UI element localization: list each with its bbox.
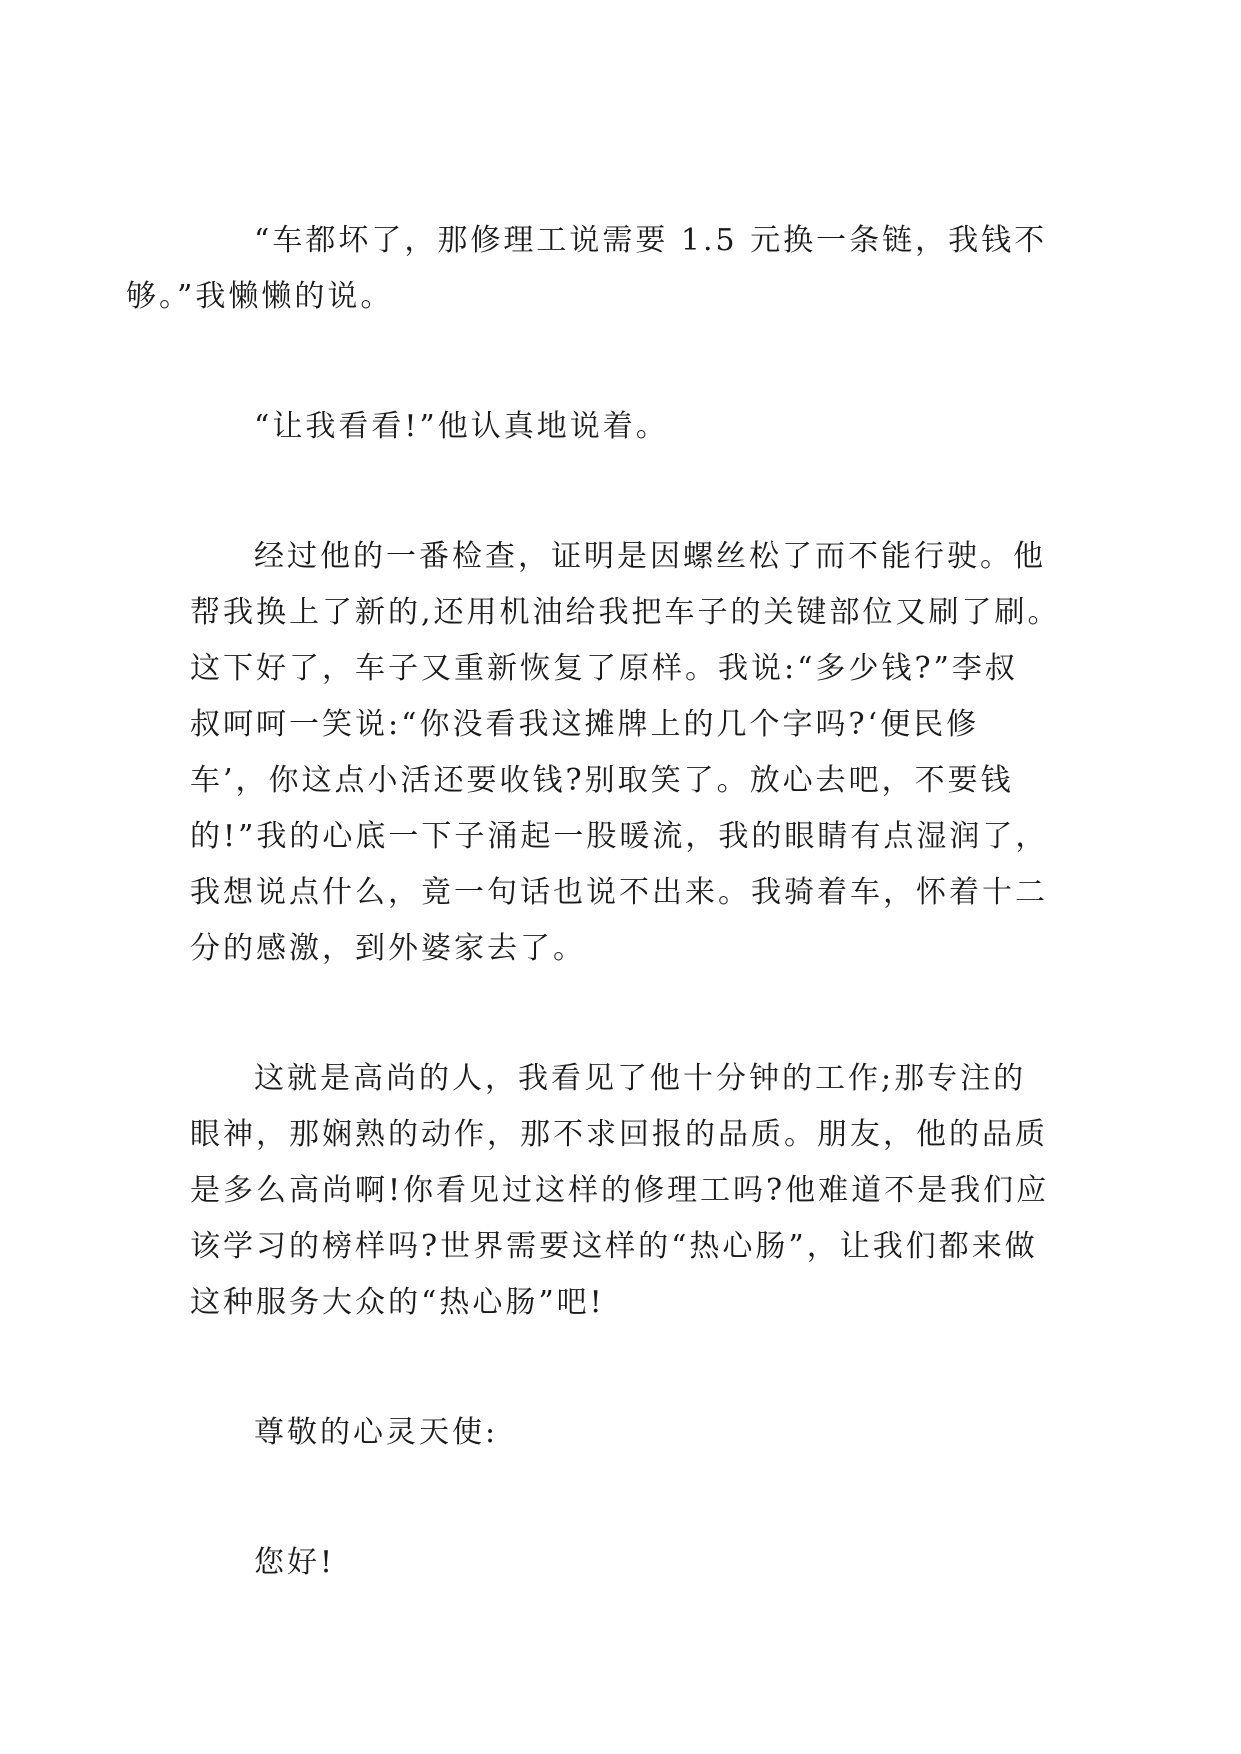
- paragraph-spacer: [190, 1331, 1050, 1405]
- text-line: 眼神，那娴熟的动作，那不求回报的品质。朋友，他的品质: [190, 1117, 1048, 1152]
- text-line: 您好!: [254, 1545, 336, 1580]
- text-line: 是多么高尚啊!你看见过这样的修理工吗?他难道不是我们应: [190, 1173, 1050, 1208]
- paragraph-6: [190, 1535, 1050, 1591]
- text-line: 够。”我懒懒的说。: [126, 279, 394, 314]
- text-line: 这下好了，车子又重新恢复了原样。我说:“多少钱?”李叔: [190, 651, 1018, 686]
- text-line: 该学习的榜样吗?世界需要这样的“热心肠”，让我们都来做: [190, 1229, 1038, 1264]
- text-line: 经过他的一番检查，证明是因螺丝松了而不能行驶。他: [254, 539, 1046, 574]
- paragraph-spacer: [190, 1461, 1050, 1535]
- text-line: 帮我换上了新的,还用机油给我把车子的关键部位又刷了刷。: [190, 595, 1061, 630]
- text-line: “让我看看!”他认真地说着。: [254, 409, 669, 444]
- text-line: 的!”我的心底一下子涌起一股暖流，我的眼睛有点湿润了，: [190, 819, 1049, 854]
- text-line: 这种服务大众的“热心肠”吧!: [190, 1285, 605, 1320]
- text-line: 车’，你这点小活还要收钱?别取笑了。放心去吧，不要钱: [190, 763, 1014, 798]
- document-body: [126, 213, 1061, 1591]
- paragraph-3: [190, 529, 1061, 977]
- paragraph-1: [126, 213, 1050, 325]
- text-line: “车都坏了，那修理工说需要 1.5 元换一条链，我钱不: [254, 223, 1048, 258]
- paragraph-2: [190, 399, 1050, 455]
- text-line: 这就是高尚的人，我看见了他十分钟的工作;那专注的: [254, 1061, 1027, 1096]
- paragraph-spacer: [190, 325, 1050, 399]
- text-line: 我想说点什么，竟一句话也说不出来。我骑着车，怀着十二: [190, 875, 1048, 910]
- text-line: 叔呵呵一笑说:“你没看我这摊牌上的几个字吗?‘便民修: [190, 707, 980, 742]
- paragraph-spacer: [190, 455, 1050, 529]
- paragraph-spacer: [190, 977, 1050, 1051]
- text-line: 分的感激，到外婆家去了。: [190, 931, 586, 966]
- paragraph-4: [190, 1051, 1050, 1331]
- text-line: 尊敬的心灵天使:: [254, 1415, 499, 1450]
- paragraph-5: [190, 1405, 1050, 1461]
